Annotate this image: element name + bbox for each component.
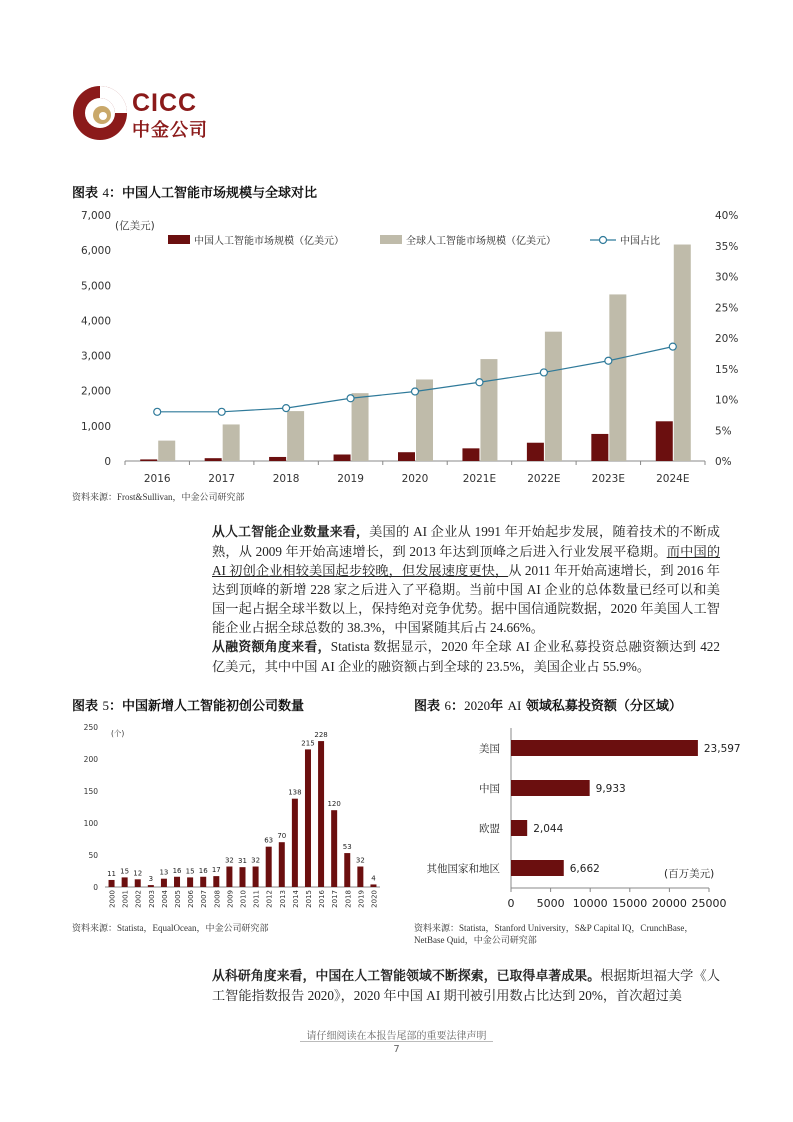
fig5-x-tick-label: 2015 — [304, 890, 313, 908]
fig5-x-tick-label: 2000 — [108, 890, 117, 908]
fig4-x-tick-label: 2018 — [272, 473, 300, 485]
fig5-y-tick-label: 200 — [83, 755, 98, 764]
fig4-y2-tick-label: 40% — [715, 210, 739, 222]
fig4-bar-global — [480, 359, 497, 461]
fig4-y-tick-label: 3,000 — [80, 350, 111, 363]
fig4-y-tick-label: 5,000 — [80, 280, 111, 293]
fig6-bar — [511, 780, 590, 796]
fig4-y2-tick-label: 5% — [715, 425, 732, 438]
fig4-x-tick-label: 2016 — [143, 473, 171, 485]
fig4-bar-china — [656, 421, 673, 461]
fig5-data-label: 120 — [327, 800, 341, 809]
fig4-y-tick-label: 1,000 — [80, 420, 111, 433]
fig5-bar — [305, 749, 311, 887]
fig5-title-label: 图表 — [72, 699, 99, 714]
fig6-source-line1: 资料来源：Statista，Stanford University，S&P Capital IQ，CrunchBase， — [414, 923, 694, 933]
fig5-data-label: 15 — [120, 867, 130, 876]
fig4-legend-china: 中国人工智能市场规模（亿美元） — [194, 236, 344, 247]
fig4-bar-china — [140, 459, 157, 461]
fig4-y-tick-label: 2,000 — [80, 385, 111, 398]
fig4-ratio-point — [669, 343, 676, 350]
fig4-y-tick-label: 0 — [104, 456, 111, 468]
fig5-y-tick-label: 250 — [83, 723, 98, 732]
fig5-x-tick-label: 2014 — [291, 890, 300, 908]
fig5-bar — [344, 853, 350, 887]
fig5-bar — [187, 877, 193, 887]
fig5-bar — [174, 877, 180, 887]
fig5-data-label: 3 — [148, 875, 154, 884]
fig4-ratio-point — [412, 388, 419, 395]
fig5-data-label: 16 — [198, 866, 208, 875]
fig5-data-label: 53 — [342, 843, 352, 852]
fig5-x-tick-label: 2016 — [318, 890, 327, 908]
fig5-data-label: 31 — [238, 857, 247, 866]
fig5-x-tick-label: 2013 — [278, 890, 287, 908]
p3-lead: 从科研角度来看，中国在人工智能领域不断探索，已取得卓著成果。 — [212, 969, 601, 984]
fig5-bar — [331, 810, 337, 887]
fig4-y2-tick-label: 30% — [715, 271, 739, 284]
fig4-y2-tick-label: 25% — [715, 302, 739, 315]
fig5-bar — [370, 884, 376, 887]
fig5-data-label: 215 — [301, 739, 315, 748]
fig5-bar — [135, 879, 141, 887]
fig6-data-label: 6,662 — [569, 863, 600, 875]
fig5-y-tick-label: 50 — [88, 851, 98, 860]
p1-text-b: 而中国的 AI 初创企业相较美国起步较晚，但发展速度更快， — [212, 544, 721, 578]
fig5-source: 资料来源：Statista，EqualOcean，中金公司研究部 — [72, 923, 269, 933]
fig5-bar — [292, 799, 298, 887]
fig6-x-tick-label: 15000 — [612, 897, 648, 910]
fig4-legend-swatch-global — [380, 235, 402, 244]
fig5-title — [72, 695, 304, 714]
fig4-y-tick-label: 6,000 — [80, 245, 111, 258]
fig5-data-label: 32 — [355, 856, 365, 865]
fig4-x-tick-label: 2017 — [208, 473, 236, 485]
fig4-legend-marker — [600, 237, 607, 244]
fig5-data-label: 4 — [371, 874, 376, 883]
fig4-ratio-point — [154, 408, 161, 415]
fig5-y-tick-label: 100 — [83, 819, 98, 828]
fig4-y-tick-label: 7,000 — [80, 210, 111, 222]
fig4-bar-china — [269, 457, 286, 461]
fig4-bar-global — [287, 411, 304, 461]
fig6-x-tick-label: 5000 — [536, 897, 565, 910]
fig5-data-label: 16 — [172, 866, 182, 875]
fig4-legend-swatch-china — [168, 235, 190, 244]
fig4-bar-china — [591, 434, 608, 461]
fig6-title-post: 领域私募投资额（分区域） — [521, 699, 682, 714]
fig5-title-number: 5 — [102, 698, 110, 713]
fig6-title-label: 图表 — [414, 699, 441, 714]
fig5-bar — [109, 880, 115, 887]
fig4-y2-tick-label: 35% — [715, 240, 739, 253]
fig5-x-tick-label: 2017 — [331, 890, 340, 908]
logo-latin: CICC — [132, 89, 198, 117]
p2-text: Statista 数据显示，2020 年全球 AI 企业私募投资总融资额达到 422 亿美元，其中中国 AI 企业的融资额占到全球的 23.5%，美国企业占 55.9%。 — [212, 639, 720, 674]
fig5-x-tick-label: 2004 — [160, 890, 169, 908]
footer-disclaimer: 请仔细阅读在本报告尾部的重要法律声明 — [306, 1031, 487, 1042]
fig4-legend-ratio: 中国占比 — [620, 236, 660, 247]
logo-chinese: 中金公司 — [132, 120, 208, 140]
fig4-bar-china — [334, 454, 351, 461]
fig5-data-label: 32 — [251, 856, 261, 865]
fig4-ratio-point — [476, 379, 483, 386]
fig5-data-label: 138 — [288, 788, 302, 797]
fig4-bar-china — [398, 452, 415, 461]
fig5-x-tick-label: 2007 — [200, 890, 209, 908]
paragraph-company-count — [212, 522, 720, 637]
fig4-y2-tick-label: 20% — [715, 333, 739, 345]
fig6-data-label: 2,044 — [533, 823, 564, 835]
fig4-x-tick-label: 2021E — [462, 473, 497, 485]
fig5-x-tick-label: 2011 — [252, 890, 261, 908]
fig5-x-tick-label: 2005 — [174, 890, 183, 908]
fig5-data-label: 13 — [159, 868, 169, 877]
fig4-x-tick-label: 2019 — [337, 473, 364, 485]
fig5-bar — [122, 877, 128, 887]
fig6-chart — [414, 718, 741, 913]
fig4-bar-global — [545, 332, 562, 461]
fig5-x-tick-label: 2009 — [226, 890, 235, 908]
fig5-unit-label: (个) — [111, 729, 125, 738]
fig5-data-label: 11 — [107, 869, 117, 878]
fig6-bar — [511, 820, 527, 836]
fig5-data-label: 63 — [264, 836, 274, 845]
fig4-x-tick-label: 2020 — [401, 473, 429, 485]
fig5-x-tick-label: 2010 — [239, 890, 248, 908]
fig5-x-tick-label: 2008 — [213, 890, 222, 908]
fig4-legend-global: 全球人工智能市场规模（亿美元） — [406, 236, 556, 247]
fig6-title-pre: ： — [451, 699, 465, 714]
fig5-data-label: 228 — [314, 731, 328, 740]
fig5-bar — [318, 741, 324, 887]
fig4-y2-tick-label: 10% — [715, 394, 739, 407]
brand-logo — [72, 85, 232, 145]
fig4-ratio-point — [347, 395, 354, 402]
fig5-data-label: 32 — [224, 856, 234, 865]
p1-text-c: 从 2011 年开始高速增长，到 2016 年达到顶峰的新增 228 家之后进入了平稳期。当前中国 AI 企业的总体数量已经可以和美国一起占据全球半数以上，保持绝对竞争优势。据中国信通院数据，2020 年美国人工智能企业占据全球总数的 38.3%，中国紧随其后占 24.66%。 — [212, 563, 720, 635]
fig5-x-tick-label: 2020 — [370, 890, 379, 908]
fig6-title-ai: AI — [507, 698, 522, 713]
fig5-data-label: 70 — [277, 832, 287, 841]
fig4-x-tick-label: 2022E — [527, 473, 561, 485]
fig4-y2-tick-label: 15% — [715, 363, 739, 376]
fig6-x-tick-label: 20000 — [651, 897, 687, 910]
paragraph-funding — [212, 637, 720, 676]
fig5-x-tick-label: 2002 — [134, 890, 143, 908]
fig4-bar-china — [205, 458, 222, 461]
paragraph-research — [212, 966, 720, 1005]
fig5-data-label: 17 — [211, 866, 221, 875]
fig4-bar-global — [158, 441, 175, 461]
fig5-bar — [161, 879, 167, 887]
fig5-data-label: 12 — [133, 869, 143, 878]
page-number: 7 — [393, 1044, 400, 1055]
fig6-data-label: 23,597 — [703, 743, 741, 755]
fig4-ratio-point — [540, 369, 547, 376]
fig4-ratio-point — [283, 405, 290, 412]
fig6-title-number: 6 — [444, 698, 452, 713]
fig5-x-tick-label: 2006 — [187, 890, 196, 908]
fig4-bar-global — [223, 424, 240, 461]
fig4-bar-china — [527, 443, 544, 461]
fig4-y2-tick-label: 0% — [715, 456, 732, 468]
p2-lead: 从融资额角度来看， — [212, 640, 331, 655]
fig6-x-tick-label: 0 — [507, 897, 515, 910]
fig5-bar — [253, 867, 259, 887]
fig5-y-tick-label: 0 — [93, 883, 98, 892]
fig4-bar-global — [674, 245, 691, 461]
fig6-bar — [511, 740, 698, 756]
fig4-ratio-point — [218, 408, 225, 415]
cicc-logo-icon — [72, 85, 128, 141]
fig4-y-tick-label: 4,000 — [80, 315, 111, 328]
fig4-bar-china — [462, 448, 479, 461]
fig6-unit-label: (百万美元) — [664, 868, 715, 880]
fig4-x-tick-label: 2024E — [656, 473, 690, 485]
fig4-ratio-line — [157, 347, 673, 412]
fig6-category-label: 其他国家和地区 — [426, 863, 500, 875]
fig4-title — [72, 182, 317, 201]
fig4-unit-label: (亿美元) — [115, 220, 155, 232]
fig6-title — [414, 695, 682, 714]
fig5-y-tick-label: 150 — [83, 787, 98, 796]
fig5-bar — [200, 877, 206, 887]
fig5-bar — [357, 867, 363, 887]
fig6-source — [414, 922, 693, 946]
fig5-x-tick-label: 2019 — [357, 890, 366, 908]
fig5-chart — [70, 718, 390, 913]
fig5-data-label: 15 — [185, 867, 195, 876]
fig6-x-tick-label: 25000 — [691, 897, 727, 910]
fig5-x-tick-label: 2003 — [147, 890, 156, 908]
fig5-bar — [240, 867, 246, 887]
fig6-category-label: 中国 — [479, 783, 500, 795]
fig5-bar — [279, 842, 285, 887]
p3-text: 根据斯坦福大学《人工智能指数报告 2020》，2020 年中国 AI 期刊被引用数占比达到 20%，首次超过美 — [212, 968, 721, 1003]
fig6-title-year: 2020 — [464, 698, 491, 713]
fig6-title-mid: 年 — [490, 699, 508, 714]
fig6-category-label: 欧盟 — [479, 823, 500, 835]
fig5-bar — [266, 847, 272, 887]
fig4-chart — [70, 205, 750, 490]
fig4-title-number: 4 — [102, 185, 110, 200]
fig4-title-label: 图表 — [72, 186, 99, 201]
fig4-x-tick-label: 2023E — [591, 473, 626, 485]
fig5-x-tick-label: 2012 — [265, 890, 274, 908]
fig4-bar-global — [352, 393, 369, 461]
fig5-bar — [213, 876, 219, 887]
fig4-bar-global — [609, 294, 626, 461]
fig5-bar — [226, 867, 232, 887]
fig6-source-line2: NetBase Quid，中金公司研究部 — [414, 935, 537, 945]
fig4-source: 资料来源：Frost&Sullivan，中金公司研究部 — [72, 492, 245, 502]
fig6-bar — [511, 860, 564, 876]
fig5-bar — [148, 885, 154, 887]
fig5-x-tick-label: 2001 — [121, 890, 130, 908]
fig5-x-tick-label: 2018 — [344, 890, 353, 908]
fig6-data-label: 9,933 — [595, 783, 626, 795]
fig5-title-text: ：中国新增人工智能初创公司数量 — [109, 699, 305, 714]
fig6-category-label: 美国 — [479, 743, 500, 755]
p1-lead: 从人工智能企业数量来看， — [212, 525, 370, 540]
p1-text-a: 美国的 AI 企业从 1991 年开始起步发展，随着技术的不断成熟，从 2009 年开始高速增长，到 2013 年达到顶峰之后进入行业发展平稳期。 — [212, 524, 720, 559]
fig6-x-tick-label: 10000 — [572, 897, 608, 910]
fig4-title-text: ：中国人工智能市场规模与全球对比 — [109, 186, 318, 201]
fig4-ratio-point — [605, 357, 612, 364]
footer-rule — [300, 1041, 493, 1042]
